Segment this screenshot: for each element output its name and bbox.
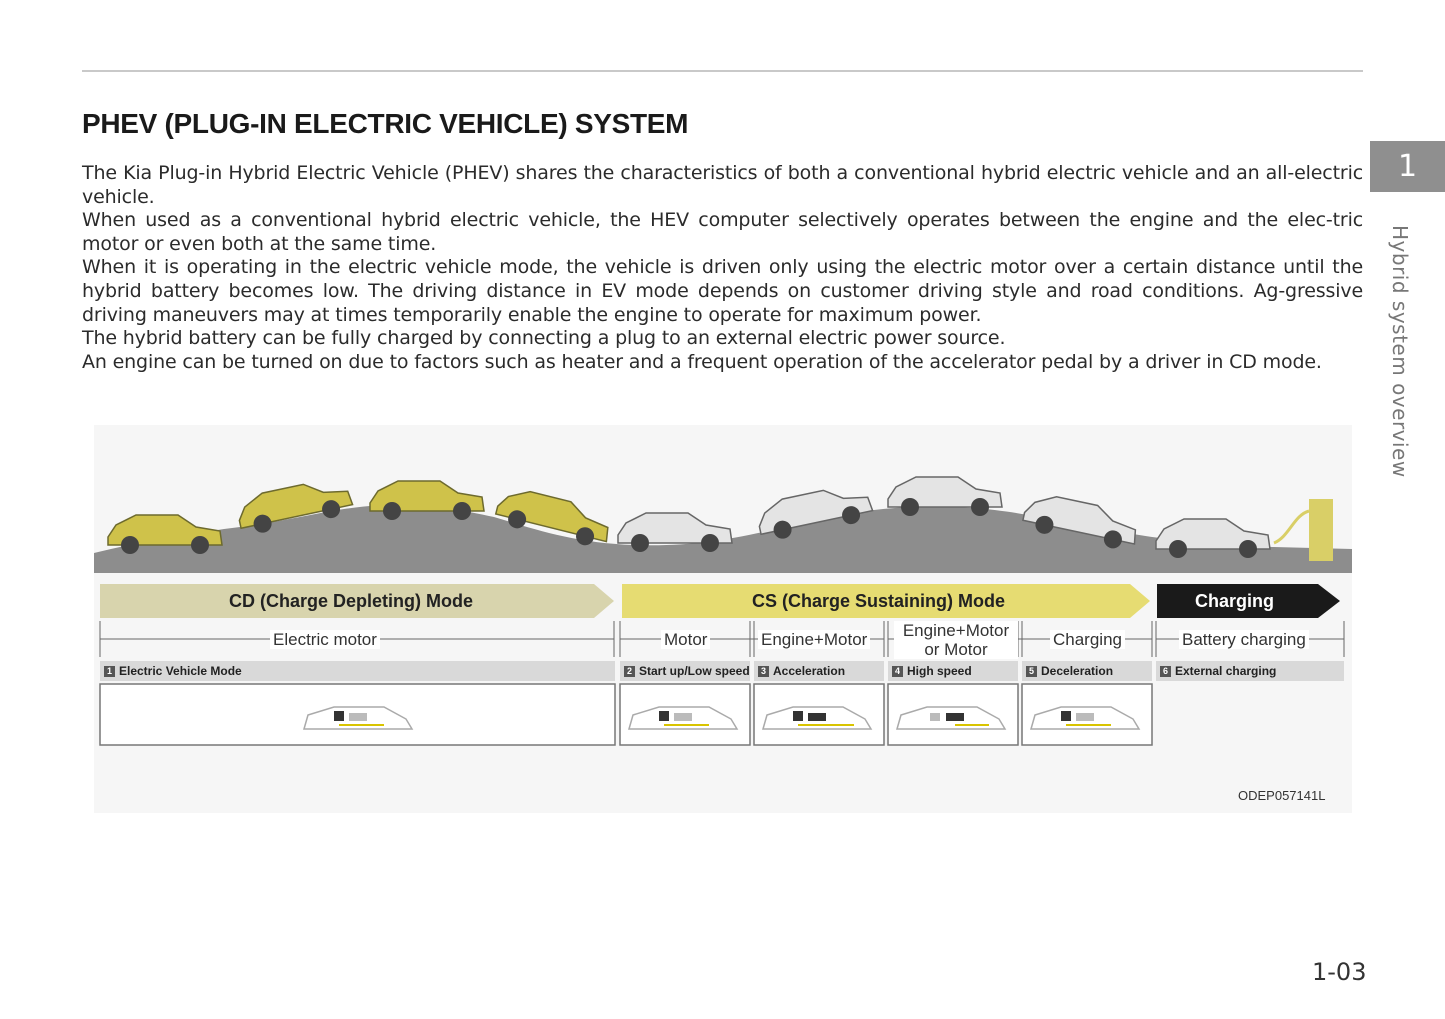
step-number: 6 [1160,666,1171,677]
figure-code: ODEP057141L [1238,788,1326,803]
paragraph: The hybrid battery can be fully charged by connecting a plug to an external electric power source. [82,327,1006,350]
mode-step-2 [624,664,750,678]
step-label: External charging [1175,664,1277,678]
step-label: Deceleration [1041,664,1114,678]
mode-step-4 [892,664,972,678]
sub-label-electric-motor: Electric motor [270,630,380,649]
sub-label-engine-motor: Engine+Motor [758,630,870,649]
chapter-tab[interactable]: 1 [1370,141,1445,192]
body-text [82,162,1363,374]
mode-label-cs: CS (Charge Sustaining) Mode [752,591,1006,611]
chapter-side-label: Hybrid system overview [1388,225,1412,478]
sub-label-motor: Motor [661,630,710,649]
mode-step-5 [1026,664,1113,678]
mode-step-1 [104,664,242,678]
sub-label-engine-motor-or-motor: Engine+Motor or Motor [894,621,1018,659]
step-label: Start up/Low speed [639,664,750,678]
page-number: 1-03 [1312,958,1367,986]
step-number: 1 [104,666,115,677]
charging-post [1309,499,1333,561]
paragraph: When it is operating in the electric vehicle mode, the vehicle is driven only using the electric motor over a certain distance until the hybrid battery becomes low. The driving distance in EV mode depends on customer driving style and road conditions. Ag-gressive driving maneuvers may at times temporarily enable the engine to operate for maximum power. [82,256,1363,326]
step-label: High speed [907,664,972,678]
phev-mode-diagram [94,425,1352,813]
step-number: 2 [624,666,635,677]
step-number: 4 [892,666,903,677]
paragraph: The Kia Plug-in Hybrid Electric Vehicle (PHEV) shares the characteristics of both a conventional hybrid electric vehicle and an all-electric vehicle. [82,162,1363,208]
step-number: 5 [1026,666,1037,677]
paragraph: An engine can be turned on due to factors such as heater and a frequent operation of the accelerator pedal by a driver in CD mode. [82,350,1322,373]
paragraph: When used as a conventional hybrid electric vehicle, the HEV computer selectively operates between the engine and the elec-tric motor or even both at the same time. [82,209,1363,255]
diagram-graphics [94,425,1352,813]
step-number: 3 [758,666,769,677]
mode-label-charging: Charging [1195,591,1274,611]
sub-label-charging: Charging [1050,630,1125,649]
top-rule [82,70,1363,72]
mode-step-6 [1160,664,1276,678]
mode-label-cd: CD (Charge Depleting) Mode [229,591,474,611]
sub-label-battery-charging: Battery charging [1179,630,1309,649]
page-title: PHEV (PLUG-IN ELECTRIC VEHICLE) SYSTEM [82,108,689,139]
step-label: Acceleration [773,664,846,678]
step-label: Electric Vehicle Mode [119,664,242,678]
charging-cable [1274,511,1309,543]
mode-step-3 [758,664,845,678]
